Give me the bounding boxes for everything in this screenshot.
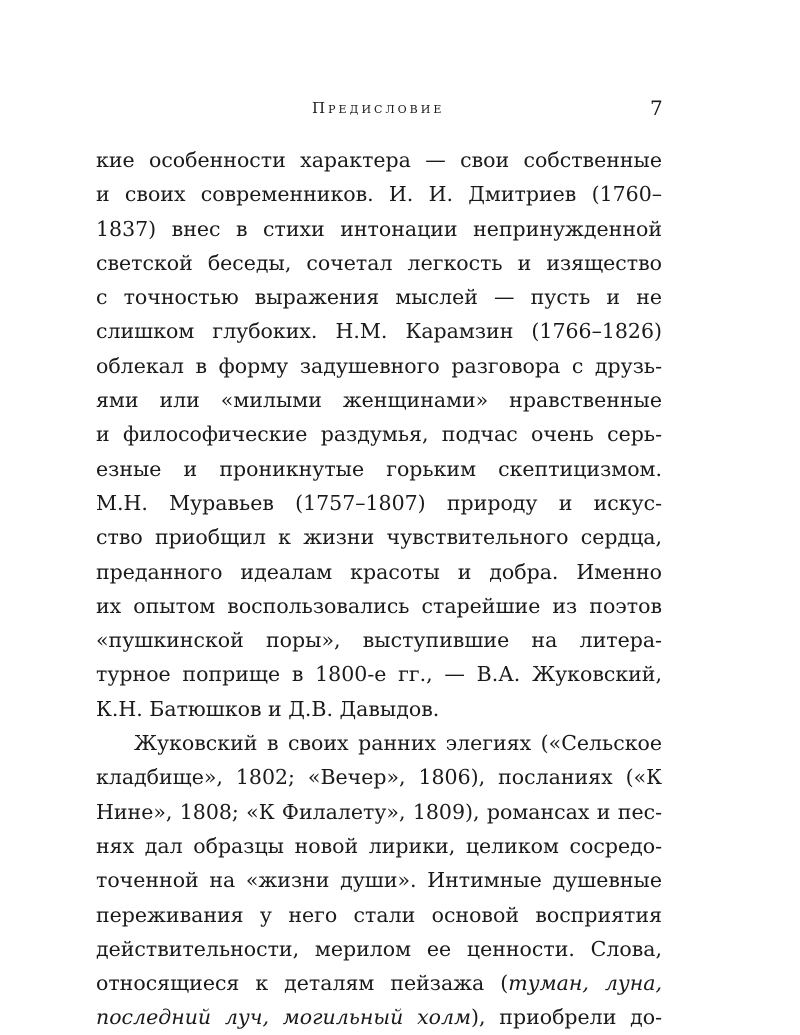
text-line: кие особенности характера — свои собственные: [96, 148, 662, 172]
text-line: «пушкинской поры», выступившие на литера-: [96, 628, 662, 653]
text-segment: относящиеся к деталям пейзажа (: [96, 971, 509, 996]
text-line: М.Н. Муравьев (1757–1807) природу и искус-: [96, 490, 662, 515]
page-number: 7: [650, 96, 663, 120]
text-line: езные и проникнутые горьким скептицизмом.: [96, 456, 662, 481]
text-line: слишком глубоких. Н.М. Карамзин (1766–1826): [96, 319, 662, 344]
text-line: с точностью выражения мыслей — пусть и не: [96, 285, 662, 310]
text-line: преданного идеалам красоты и добра. Именно: [96, 559, 662, 584]
text-line: ство приобщил к жизни чувствительного сердца,: [96, 525, 662, 550]
text-line: действительности, мерилом ее ценности. Слова,: [96, 936, 662, 961]
text-line: [96, 966, 662, 1000]
paragraph-start-line: Жуковский в своих ранних элегиях («Сельское: [134, 731, 662, 756]
italic-text: последний луч, могильный холм: [96, 1005, 472, 1030]
text-line: светской беседы, сочетал легкость и изящество: [96, 250, 662, 275]
running-header: [0, 96, 800, 120]
text-line: точенной на «жизни души». Интимные душевные: [96, 868, 662, 893]
text-line: Нине», 1808; «К Филалету», 1809), романсах и пес-: [96, 799, 662, 824]
text-line: и своих современников. И. И. Дмитриев (1760–: [96, 182, 662, 207]
text-line: [96, 1000, 662, 1034]
text-line: кладбище», 1802; «Вечер», 1806), посланиях («К: [96, 765, 662, 790]
text-line: нях дал образцы новой лирики, целиком сосредо-: [96, 833, 662, 858]
text-line: переживания у него стали основой восприятия: [96, 902, 662, 927]
text-line: ями или «милыми женщинами» нравственные: [96, 388, 662, 413]
text-line: К.Н. Батюшков и Д.В. Давыдов.: [96, 696, 440, 721]
text-line: их опытом воспользовались старейшие из поэтов: [96, 593, 662, 618]
text-line: и философические раздумья, подчас очень серь-: [96, 422, 662, 447]
text-segment: ), приобрели до-: [471, 1005, 662, 1030]
body-text: [96, 143, 662, 1035]
text-line: турное поприще в 1800-е гг., — В.А. Жуковский,: [96, 662, 662, 687]
italic-text: туман, луна,: [508, 971, 662, 996]
text-line: облекал в форму задушевного разговора с друзь-: [96, 353, 662, 378]
section-title: Предисловие: [312, 99, 445, 117]
text-line: 1837) внес в стихи интонации непринужденной: [96, 216, 662, 241]
